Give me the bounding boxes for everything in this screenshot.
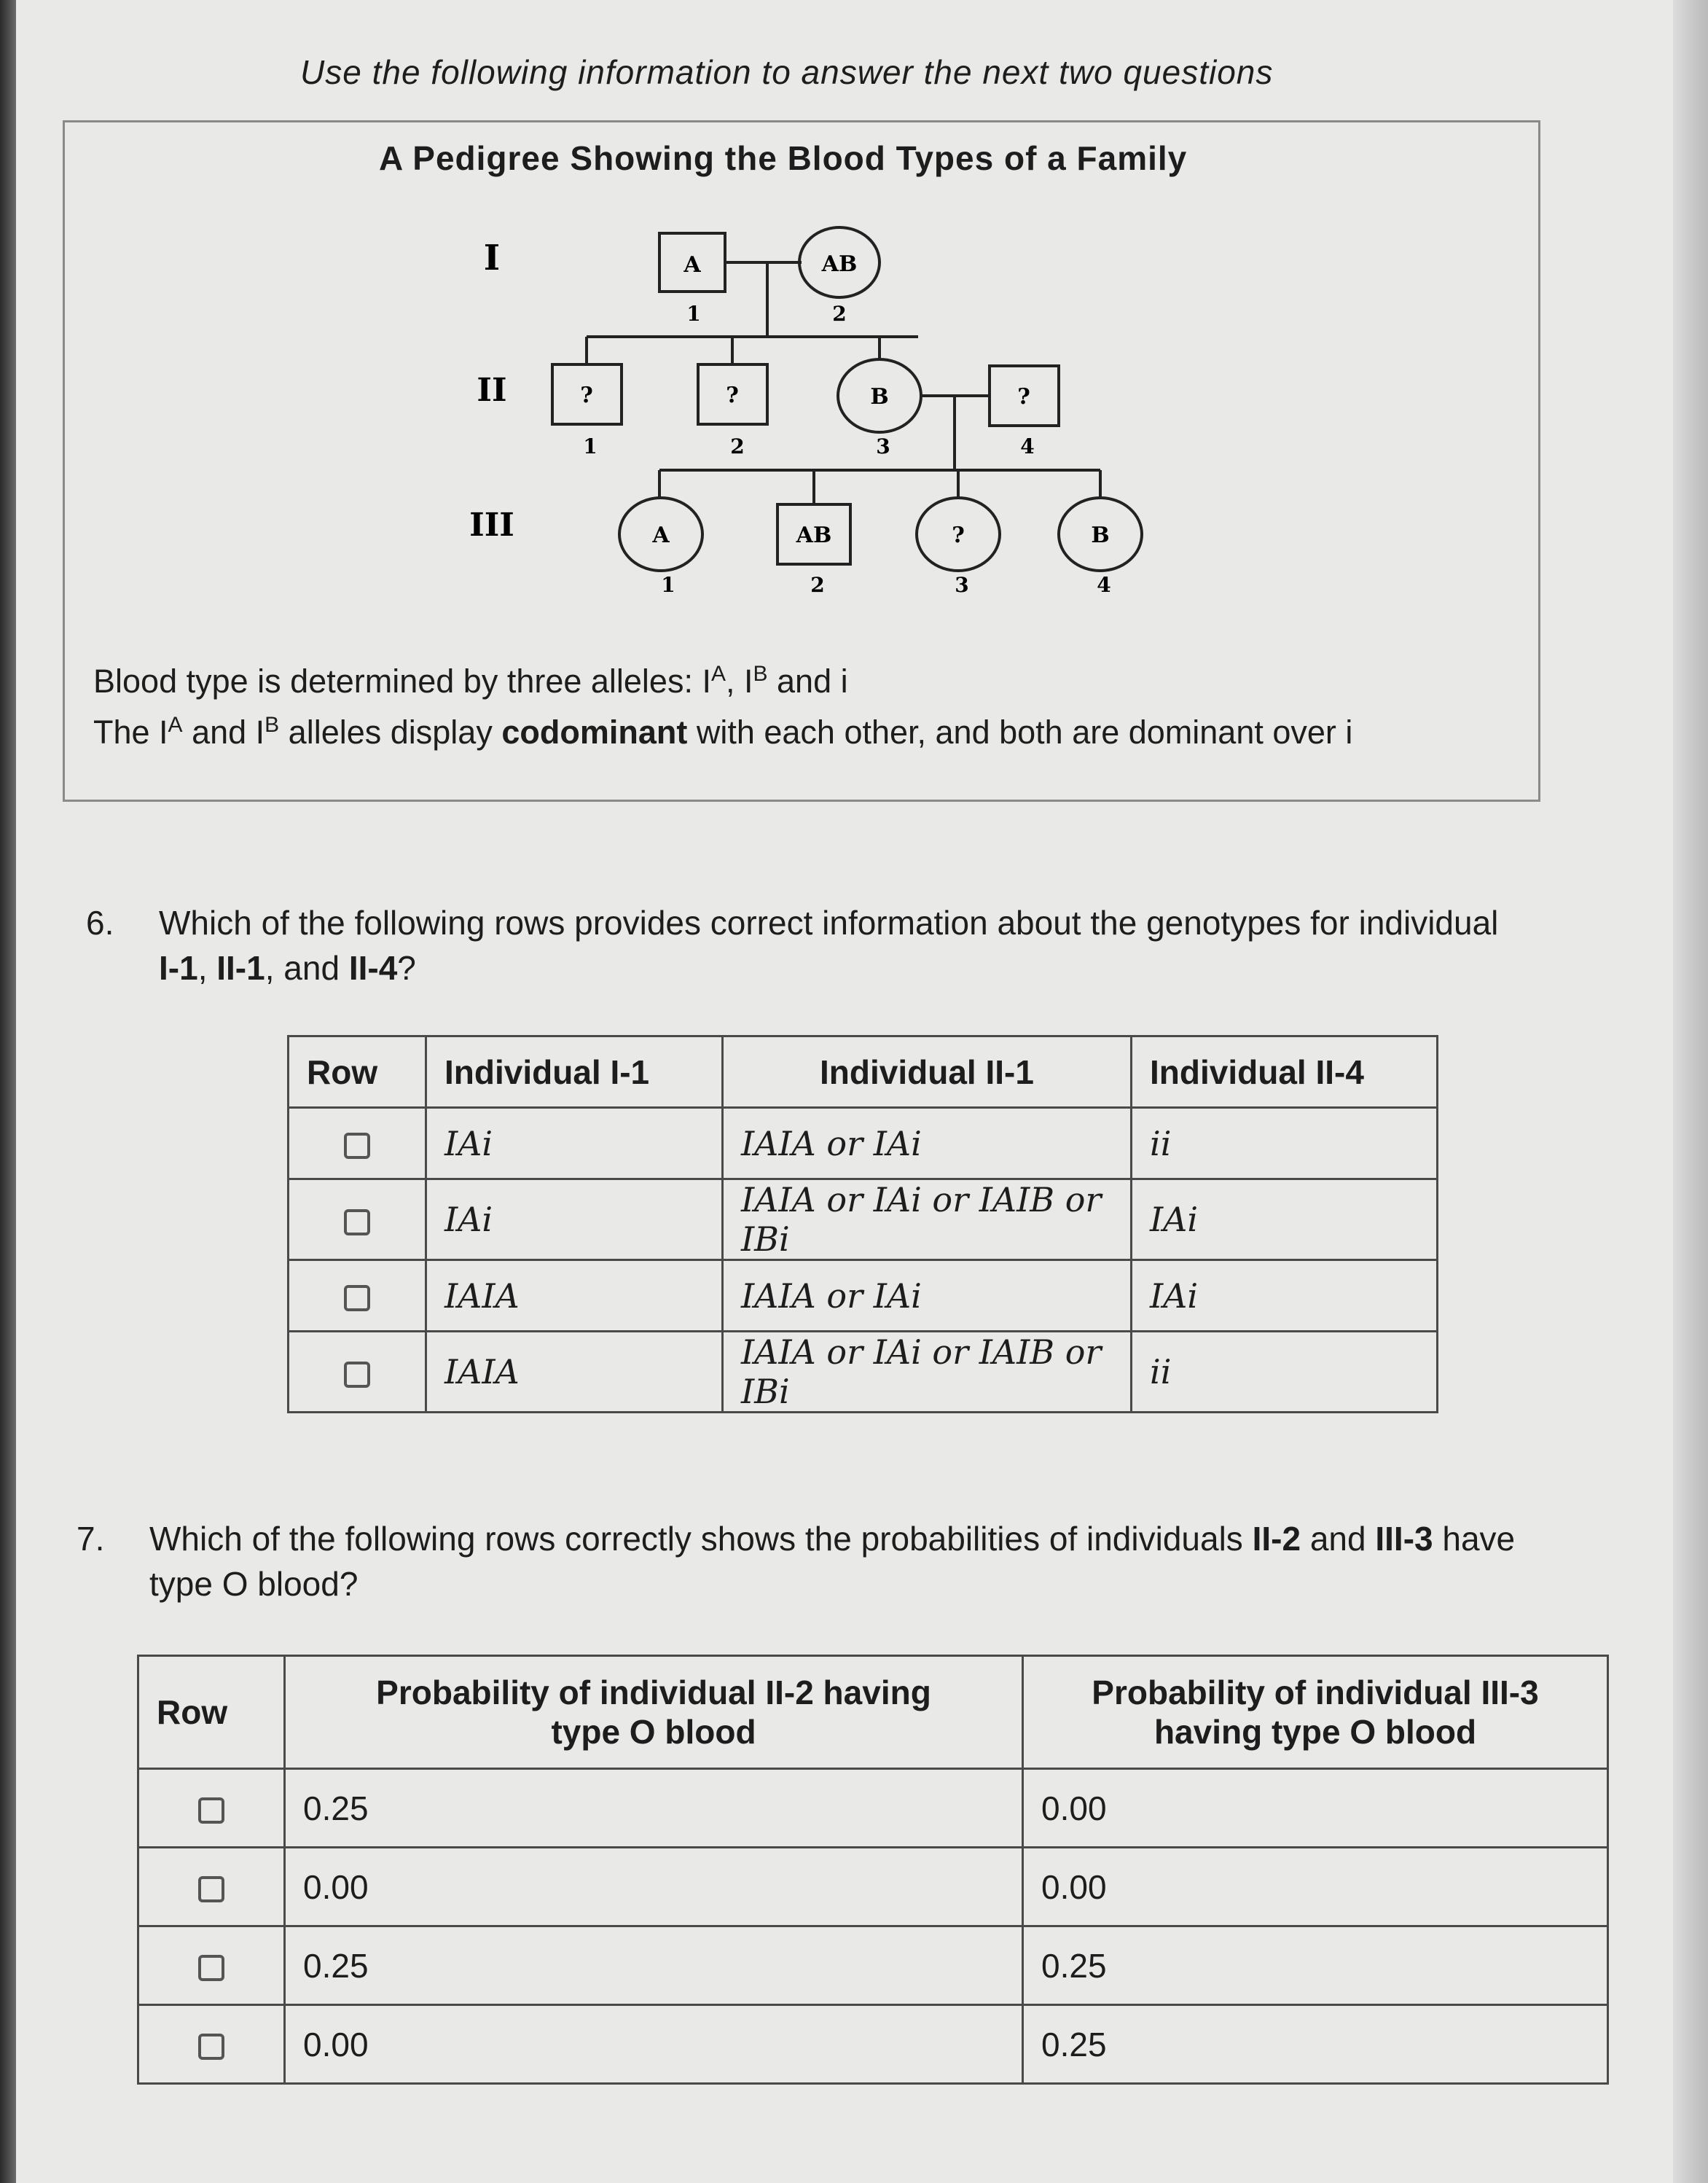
q6-r2-ii4: IAi [1132,1179,1438,1260]
gen-label-I: I [483,238,501,278]
svg-text:B: B [870,384,889,410]
svg-text:AB: AB [796,523,832,548]
ped-II-2 [698,364,767,458]
q6-r3-ii4: IAi [1132,1260,1438,1332]
q6-row-3-checkbox[interactable] [344,1285,370,1311]
ped-II-4 [990,366,1059,458]
svg-text:?: ? [580,383,593,408]
ped-III-3 [917,498,1000,597]
q7-row-4-checkbox[interactable] [198,2034,224,2060]
intro-text: Use the following information to answer the next two questions [300,53,1274,91]
screen-bezel-left [0,0,16,2183]
q6-row-4-checkbox[interactable] [344,1362,370,1388]
q6-r4-i1: IAIA [426,1332,723,1413]
ped-I-1 [659,233,725,326]
ped-II-3 [838,359,921,458]
ped-III-2 [777,504,850,597]
q7-table [137,1655,1609,2085]
q6-r2-i1: IAi [426,1179,723,1260]
svg-text:?: ? [726,383,739,408]
table-row [289,1260,1438,1332]
q6-header-ii1: Individual II-1 [723,1036,1132,1108]
ped-II-1 [552,364,622,458]
q6-header-ii4: Individual II-4 [1132,1036,1438,1108]
ped-III-1 [619,498,702,597]
ped-I-2 [799,227,880,326]
q6-header-i1: Individual I-1 [426,1036,723,1108]
svg-text:A: A [652,523,670,548]
q7-header-iii3: Probability of individual III-3 having type O blood [1023,1656,1608,1769]
q7-r4-ii2: 0.00 [285,2005,1023,2084]
svg-text:AB: AB [821,251,858,277]
q6-r1-ii1: IAIA or IAi [723,1108,1132,1179]
q6-header-row: Row [289,1036,426,1108]
svg-text:1: 1 [661,573,675,597]
question-6-number: 6. [86,904,114,942]
table-row [138,1848,1608,1926]
q6-row-1-checkbox[interactable] [344,1133,370,1159]
allele-explanation [93,652,1521,754]
gen-label-II: II [477,372,507,409]
q7-row-1-checkbox[interactable] [198,1797,224,1824]
q7-header-row: Row [138,1656,285,1769]
q6-r3-ii1: IAIA or IAi [723,1260,1132,1332]
q6-r2-ii1: IAIA or IAi or IAIB or IBi [723,1179,1132,1260]
svg-text:2: 2 [730,434,745,458]
q7-r3-ii2: 0.25 [285,1926,1023,2005]
q6-row-2-checkbox[interactable] [344,1209,370,1235]
q6-r3-i1: IAIA [426,1260,723,1332]
svg-text:4: 4 [1097,573,1111,597]
svg-text:A: A [683,252,701,278]
svg-text:3: 3 [955,573,969,597]
q6-table [287,1035,1438,1413]
pedigree-title: A Pedigree Showing the Blood Types of a Family [379,139,1188,177]
svg-text:4: 4 [1020,434,1035,458]
q7-r3-iii3: 0.25 [1023,1926,1608,2005]
table-row [138,2005,1608,2084]
pedigree-chart [437,211,1166,620]
q6-r4-ii1: IAIA or IAi or IAIB or IBi [723,1332,1132,1413]
ped-III-4 [1059,498,1142,597]
q7-r1-iii3: 0.00 [1023,1769,1608,1848]
q7-row-2-checkbox[interactable] [198,1876,224,1902]
allele-line-1: Blood type is determined by three alleles: $I^A$, $I^B$ and i [93,662,848,700]
question-7-number: 7. [77,1520,105,1558]
q7-row-3-checkbox[interactable] [198,1955,224,1981]
svg-text:2: 2 [832,302,847,326]
svg-text:B: B [1091,523,1110,548]
q6-r1-ii4: ii [1132,1108,1438,1179]
svg-text:?: ? [1017,384,1030,410]
allele-line-2: The $I^A$ and $I^B$ alleles display codominant with each other, and both are dominant over i [93,713,1353,751]
screen-bezel-right [1673,0,1708,2183]
q7-header-ii2: Probability of individual II-2 having type O blood [285,1656,1023,1769]
svg-text:1: 1 [686,302,701,326]
question-6: 6. Which of the following rows provides correct information about the genotypes for individual I-1, II-1, and II-4? [159,900,1507,991]
table-row [289,1108,1438,1179]
svg-text:3: 3 [876,434,890,458]
gen-label-III: III [469,507,514,544]
table-row [289,1179,1438,1260]
q6-r4-ii4: ii [1132,1332,1438,1413]
svg-text:?: ? [952,523,965,548]
svg-text:2: 2 [810,573,825,597]
q7-r2-ii2: 0.00 [285,1848,1023,1926]
q6-r1-i1: IAi [426,1108,723,1179]
table-row [138,1926,1608,2005]
question-7: 7. Which of the following rows correctly shows the probabilities of individuals II-2 and III-3 have type O blood? [149,1516,1578,1606]
svg-text:1: 1 [583,434,598,458]
table-row [289,1332,1438,1413]
table-row [138,1769,1608,1848]
q7-r1-ii2: 0.25 [285,1769,1023,1848]
q7-r4-iii3: 0.25 [1023,2005,1608,2084]
q7-r2-iii3: 0.00 [1023,1848,1608,1926]
